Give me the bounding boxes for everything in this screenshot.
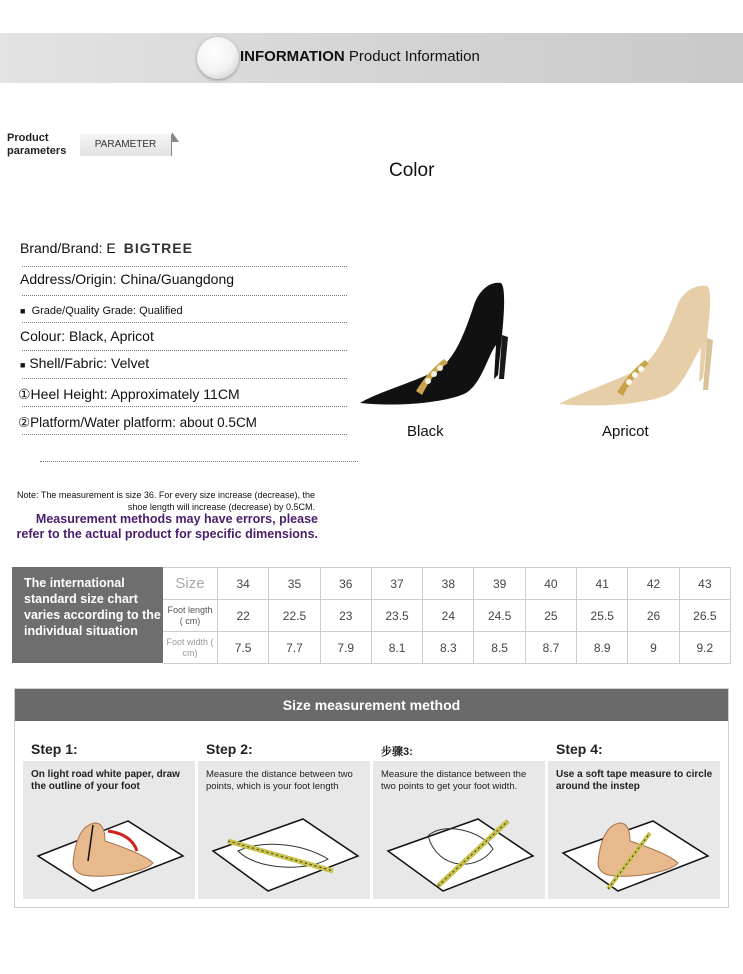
size-cell: 26 — [628, 600, 679, 632]
apricot-label: Apricot — [602, 423, 649, 440]
foot-length-ruler-icon — [208, 801, 360, 893]
size-cell: 43 — [680, 568, 731, 600]
size-cell: 26.5 — [680, 600, 731, 632]
size-cell: 37 — [372, 568, 423, 600]
step-3 — [373, 729, 545, 899]
size-cell: 24 — [423, 600, 474, 632]
param-tag-english: PARAMETER — [80, 134, 172, 156]
size-cell: 7.9 — [321, 632, 372, 664]
step-card — [373, 761, 545, 899]
circle-ornament-icon — [197, 37, 239, 79]
spec-colour: Colour: Black, Apricot — [20, 328, 154, 344]
size-cell: 8.9 — [577, 632, 628, 664]
measurement-method-panel — [14, 688, 729, 908]
divider — [22, 350, 347, 351]
step-card — [198, 761, 370, 899]
size-row-label: Foot length ( cm) — [163, 600, 218, 632]
instep-tape-icon — [558, 801, 710, 893]
size-cell: 24.5 — [474, 600, 525, 632]
step-text: Use a soft tape measure to circle around the instep — [556, 769, 713, 792]
foot-outline-icon — [33, 801, 185, 893]
size-cell: 40 — [526, 568, 577, 600]
size-cell: 8.7 — [526, 632, 577, 664]
measurement-warning: Measurement methods may have errors, please refer to the actual product for specific dimensions. — [16, 512, 318, 541]
size-cell: 35 — [269, 568, 320, 600]
spec-shell: ■ Shell/Fabric: Velvet — [20, 355, 150, 371]
size-cell: 38 — [423, 568, 474, 600]
divider — [22, 322, 347, 323]
spec-platform: ②Platform/Water platform: about 0.5CM — [18, 415, 257, 430]
size-cell: 9.2 — [680, 632, 731, 664]
param-tag-label: Product parameters — [7, 132, 67, 157]
product-parameters-tag — [0, 130, 180, 160]
step-title: 步骤3: — [381, 746, 413, 758]
size-cell: 7.7 — [269, 632, 320, 664]
banner-title: INFORMATION Product Information — [240, 48, 480, 65]
size-cell: 42 — [628, 568, 679, 600]
step-text: On light road white paper, draw the outline of your foot — [31, 769, 180, 792]
size-note: Note: The measurement is size 36. For every size increase (decrease), the shoe length will increase (decrease) by 0.5CM. — [17, 490, 315, 512]
header-banner — [0, 33, 743, 83]
spec-brand: Brand/Brand: E BIGTREE — [20, 240, 193, 256]
size-cell: 36 — [321, 568, 372, 600]
step-title: Step 2: — [206, 741, 253, 757]
size-chart-grid — [163, 567, 731, 663]
size-cell: 22.5 — [269, 600, 320, 632]
divider — [22, 406, 347, 407]
size-cell: 7.5 — [218, 632, 269, 664]
brand-name: BIGTREE — [123, 240, 193, 256]
size-cell: 41 — [577, 568, 628, 600]
size-cell: 39 — [474, 568, 525, 600]
apricot-pump-image — [555, 278, 720, 410]
step-title: Step 1: — [31, 741, 78, 757]
divider — [22, 378, 347, 379]
step-card — [23, 761, 195, 899]
size-cell: 8.1 — [372, 632, 423, 664]
tag-corner-icon — [172, 132, 179, 142]
divider — [40, 461, 358, 462]
size-cell: 23.5 — [372, 600, 423, 632]
step-text: Measure the distance between two points, which is your foot length — [206, 769, 353, 792]
size-cell: 25 — [526, 600, 577, 632]
step-card — [548, 761, 720, 899]
black-label: Black — [407, 423, 444, 440]
size-cell: 8.5 — [474, 632, 525, 664]
size-cell: 23 — [321, 600, 372, 632]
divider — [22, 266, 347, 267]
method-title: Size measurement method — [15, 689, 728, 721]
size-row-label: Foot width ( cm) — [163, 632, 218, 664]
size-cell: 34 — [218, 568, 269, 600]
size-chart — [12, 567, 731, 663]
black-pump-image — [356, 275, 516, 410]
size-chart-intro: The international standard size chart varies according to the individual situation — [12, 567, 163, 663]
size-row-label: Size — [163, 568, 218, 600]
step-text: Measure the distance between the two points to get your foot width. — [381, 769, 527, 792]
bullet-icon: ■ — [20, 360, 26, 370]
size-cell: 8.3 — [423, 632, 474, 664]
step-4 — [548, 729, 720, 899]
size-cell: 9 — [628, 632, 679, 664]
bullet-icon: ■ — [20, 306, 26, 316]
size-cell: 25.5 — [577, 600, 628, 632]
step-1 — [23, 729, 195, 899]
color-heading: Color — [389, 160, 435, 181]
spec-heel-height: ①Heel Height: Approximately 11CM — [18, 386, 240, 402]
size-cell: 22 — [218, 600, 269, 632]
divider — [22, 434, 347, 435]
step-title: Step 4: — [556, 741, 603, 757]
divider — [22, 295, 347, 296]
foot-width-ruler-icon — [383, 801, 535, 893]
spec-grade: ■ Grade/Quality Grade: Qualified — [20, 305, 183, 317]
step-2 — [198, 729, 370, 899]
spec-address: Address/Origin: China/Guangdong — [20, 271, 235, 287]
